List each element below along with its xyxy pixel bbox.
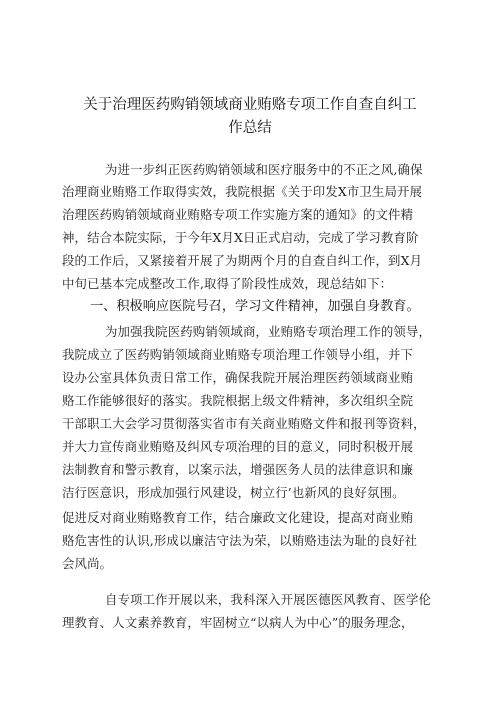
document-title-line-1: 关于治理医药购销领域商业贿赂专项工作自查自纠工 (83, 97, 417, 113)
paragraph-2-line: 赂工作能够很好的落实。我院根据上级文件精神，多次组织全院 (62, 393, 414, 408)
paragraph-2-line: 会风尚。 (62, 556, 113, 571)
paragraph-2-line: 并大力宣传商业贿赂及纠风专项治理的目的意义，同时积极开展 (62, 439, 414, 454)
paragraph-2-line: 干部职工大会学习贯彻落实省市有关商业贿赂文件和报刊等资料， (62, 416, 426, 431)
paragraph-3-line: 自专项工作开展以来，我科深入开展医德医风教育、医学伦 (105, 592, 432, 607)
paragraph-2-line: 设办公室具体负责日常工作，确保我院开展治理医药领域商业贿 (62, 370, 414, 385)
document-title-line-2: 作总结 (228, 120, 272, 136)
paragraph-2-line: 洁行医意识，形成加强行风建设，树立行’也新风的良好氛围。 (62, 485, 405, 500)
paragraph-2-line: 法制教育和警示教育，以案示法，增强医务人员的法律意识和廉 (62, 462, 414, 477)
section-heading: 一、积极响应医院号召，学习文件精神，加强自身教育。 (90, 299, 420, 314)
paragraph-1-line: 治理商业贿赂工作取得实效，我院根据《关于印发X市卫生局开展 (62, 184, 423, 199)
paragraph-2-line: 促进反对商业贿赂教育工作，结合廉政文化建设，提高对商业贿 (62, 510, 414, 525)
paragraph-2-line: 为加强我院医药购销领域商，业贿赂专项治理工作的领导， (105, 324, 432, 339)
paragraph-2-line: 赂危害性的认识,形成以廉洁守法为荣，以贿赂违法为耻的良好社 (62, 533, 418, 548)
paragraph-3-line: 理教育、人文素养教育，牢固树立“以病人为中心”的服务理念， (62, 615, 414, 630)
paragraph-1-line: 段的工作后，又紧接着开展了为期两个月的自查自纠工作，到X月 (62, 253, 423, 268)
paragraph-1-line: 中旬已基本完成整改工作,取得了阶段性成效，现总结如下： (62, 276, 393, 291)
paragraph-1-line: 为进一步纠正医药购销领域和医疗服务中的不正之风,确保 (105, 162, 423, 177)
paragraph-1-line: 神，结合本院实际，于今年X月X日正式启动，完成了学习教育阶 (62, 230, 419, 245)
paragraph-1-line: 治理医药购销领域商业贿赂专项工作实施方案的通知》的文件精 (62, 207, 414, 222)
paragraph-2-line: 我院成立了医药购销领域商业贿赂专项治理工作领导小组，并下 (62, 347, 414, 362)
